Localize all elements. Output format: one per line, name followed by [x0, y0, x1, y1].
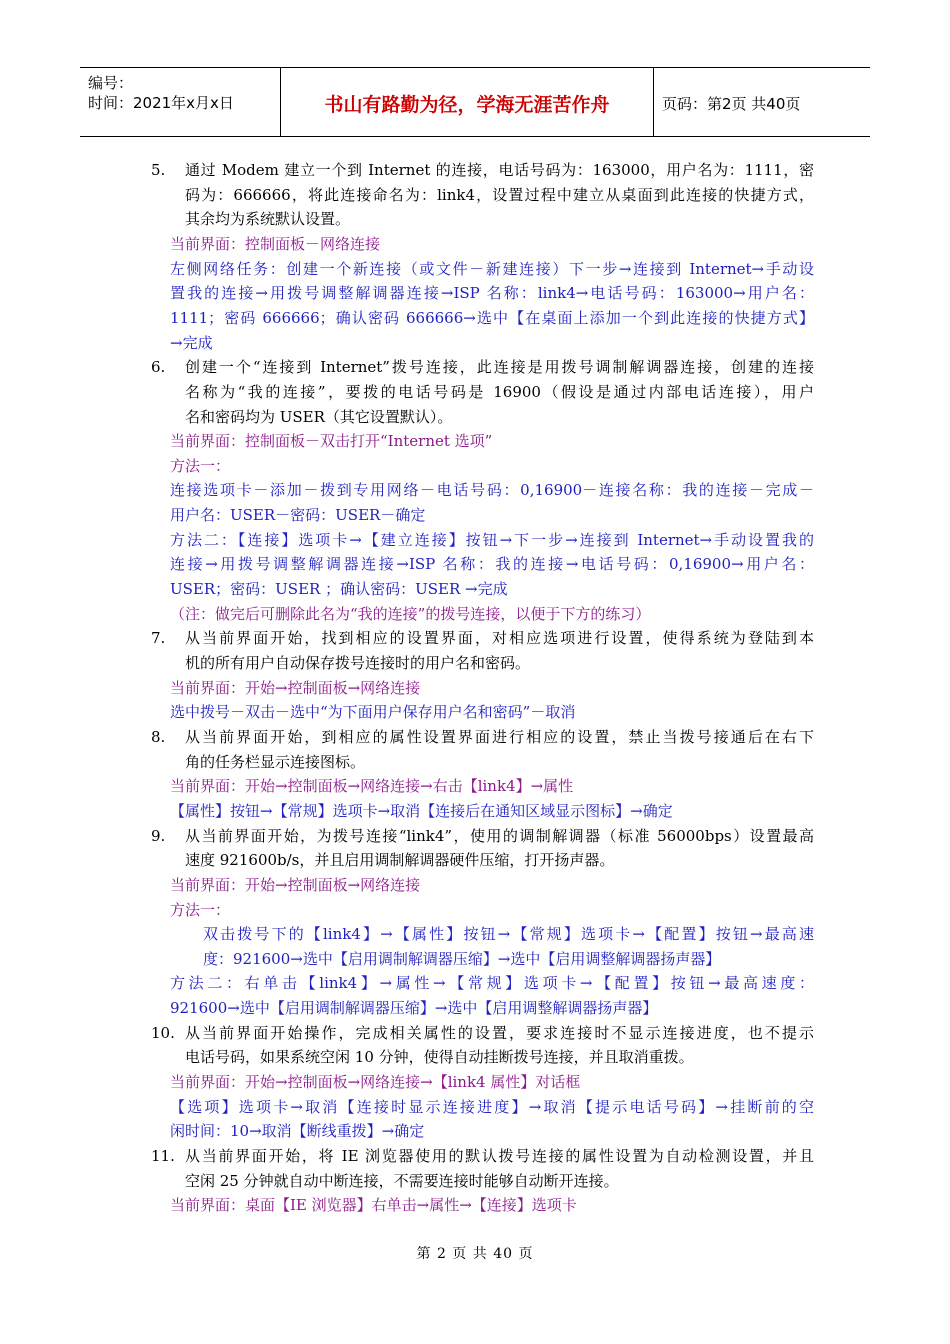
- question-text-line: 角的任务栏显示连接图标。: [185, 753, 366, 771]
- item-number: 10.: [151, 1024, 175, 1042]
- question-text-line: 通过 Modem 建立一个到 Internet 的连接，电话号码为：163000，用户名为：1111，密: [185, 161, 814, 179]
- answer-context-line: 当前界面：开始→控制面板→网络连接: [170, 679, 421, 697]
- answer-steps-line: →完成: [170, 334, 213, 352]
- answer-steps-line: 【选项】选项卡→取消【连接时显示连接进度】→取消【提示电话号码】→挂断前的空: [170, 1098, 814, 1116]
- answer-steps-line: 【属性】按钮→【常规】选项卡→取消【连接后在通知区域显示图标】→确定: [170, 802, 673, 820]
- answer-steps-line: 闲时间：10→取消【断线重拨】→确定: [170, 1122, 425, 1140]
- answer-steps-line: 左侧网络任务：创建一个新连接（或文件－新建连接）下一步→连接到 Internet→手动设: [170, 260, 814, 278]
- answer-steps-line: 置我的连接→用拨号调整解调器连接→ISP 名称：link4→电话号码：163000→用户名：: [170, 284, 814, 302]
- answer-context-line: 当前界面：控制面板－网络连接: [170, 235, 381, 253]
- answer-steps-line: 方法二：右单击【link4】→属性→【常规】选项卡→【配置】按钮→最高速度：: [170, 974, 814, 992]
- answer-steps-line: 选中拨号－双击－选中“为下面用户保存用户名和密码”－取消: [170, 703, 576, 721]
- question-text-line: 其余均为系统默认设置。: [185, 210, 351, 228]
- answer-context-line: 当前界面：控制面板－双击打开“Internet 选项”: [170, 432, 493, 450]
- item-number: 7.: [151, 629, 166, 647]
- question-text-line: 从当前界面开始，为拨号连接“link4”，使用的调制解调器（标准 56000bps）设置最高: [185, 827, 814, 845]
- question-text-line: 空闲 25 分钟就自动中断连接，不需要连接时能够自动断开连接。: [185, 1172, 619, 1190]
- header-motto: 书山有路勤为径，学海无涯苦作舟: [281, 68, 654, 136]
- answer-context-line: （注：做完后可删除此名为“我的连接”的拨号连接，以便于下方的练习）: [170, 605, 651, 623]
- document-number-label: 编号：: [88, 74, 134, 92]
- answer-steps-line: 连接→用拨号调整解调器连接→ISP 名称：我的连接→电话号码：0,16900→用户名：: [170, 555, 814, 573]
- question-text-line: 从当前界面开始，到相应的属性设置界面进行相应的设置，禁止当拨号接通后在右下: [185, 728, 814, 746]
- answer-context-line: 当前界面：开始→控制面板→网络连接: [170, 876, 421, 894]
- answer-context-line: 方法一：: [170, 901, 231, 919]
- answer-context-line: 当前界面：桌面【IE 浏览器】右单击→属性→【连接】选项卡: [170, 1196, 577, 1214]
- header-meta: [80, 68, 281, 136]
- answer-steps-line: 双击拨号下的【link4】→【属性】按钮→【常规】选项卡→【配置】按钮→最高速: [203, 925, 814, 943]
- item-number: 5.: [151, 161, 166, 179]
- question-text-line: 从当前界面开始，找到相应的设置界面，对相应选项进行设置，使得系统为登陆到本: [185, 629, 814, 647]
- header-page-info: 页码：第2页 共40页: [662, 94, 801, 113]
- question-text-line: 名称为“我的连接”，要拨的电话号码是 16900（假设是通过内部电话连接），用户: [185, 383, 814, 401]
- answer-steps-line: 用户名：USER－密码：USER－确定: [170, 506, 426, 524]
- item-number: 6.: [151, 358, 166, 376]
- question-text-line: 从当前界面开始操作，完成相关属性的设置，要求连接时不显示连接进度，也不提示: [185, 1024, 814, 1042]
- question-text-line: 码为：666666，将此连接命名为：link4，设置过程中建立从桌面到此连接的快捷方式，: [185, 186, 814, 204]
- item-number: 11.: [151, 1147, 175, 1165]
- answer-steps-line: USER；密码：USER ；确认密码：USER →完成: [170, 580, 508, 598]
- question-text-line: 机的所有用户自动保存拨号连接时的用户名和密码。: [185, 654, 531, 672]
- item-number: 8.: [151, 728, 166, 746]
- answer-steps-line: 连接选项卡－添加－拨到专用网络－电话号码：0,16900－连接名称：我的连接－完成－: [170, 481, 814, 499]
- document-date-label: 时间：2021年x月x日: [88, 94, 234, 112]
- page-header: [80, 67, 870, 137]
- answer-context-line: 当前界面：开始→控制面板→网络连接→右击【link4】→属性: [170, 777, 574, 795]
- answer-steps-line: 方法二：【连接】选项卡→【建立连接】按钮→下一步→连接到 Internet→手动设置我的: [170, 531, 814, 549]
- answer-steps-line: 921600→选中【启用调制解调器压缩】→选中【启用调整解调器扬声器】: [170, 999, 658, 1017]
- answer-context-line: 方法一：: [170, 457, 231, 475]
- answer-steps-line: 度：921600→选中【启用调制解调器压缩】→选中【启用调整解调器扬声器】: [203, 950, 721, 968]
- item-number: 9.: [151, 827, 166, 845]
- question-text-line: 从当前界面开始，将 IE 浏览器使用的默认拨号连接的属性设置为自动检测设置，并且: [185, 1147, 814, 1165]
- answer-steps-line: 1111；密码 666666；确认密码 666666→选中【在桌面上添加一个到此连接的快捷方式】: [170, 309, 814, 327]
- page-footer: 第 2 页 共 40 页: [416, 1246, 534, 1262]
- question-text-line: 电话号码，如果系统空闲 10 分钟，使得自动挂断拨号连接，并且取消重拨。: [185, 1048, 694, 1066]
- answer-context-line: 当前界面：开始→控制面板→网络连接→【link4 属性】对话框: [170, 1073, 581, 1091]
- question-text-line: 名和密码均为 USER（其它设置默认）。: [185, 408, 453, 426]
- question-text-line: 速度 921600b/s，并且启用调制解调器硬件压缩，打开扬声器。: [185, 851, 615, 869]
- question-text-line: 创建一个“连接到 Internet”拨号连接，此连接是用拨号调制解调器连接，创建的连接: [185, 358, 814, 376]
